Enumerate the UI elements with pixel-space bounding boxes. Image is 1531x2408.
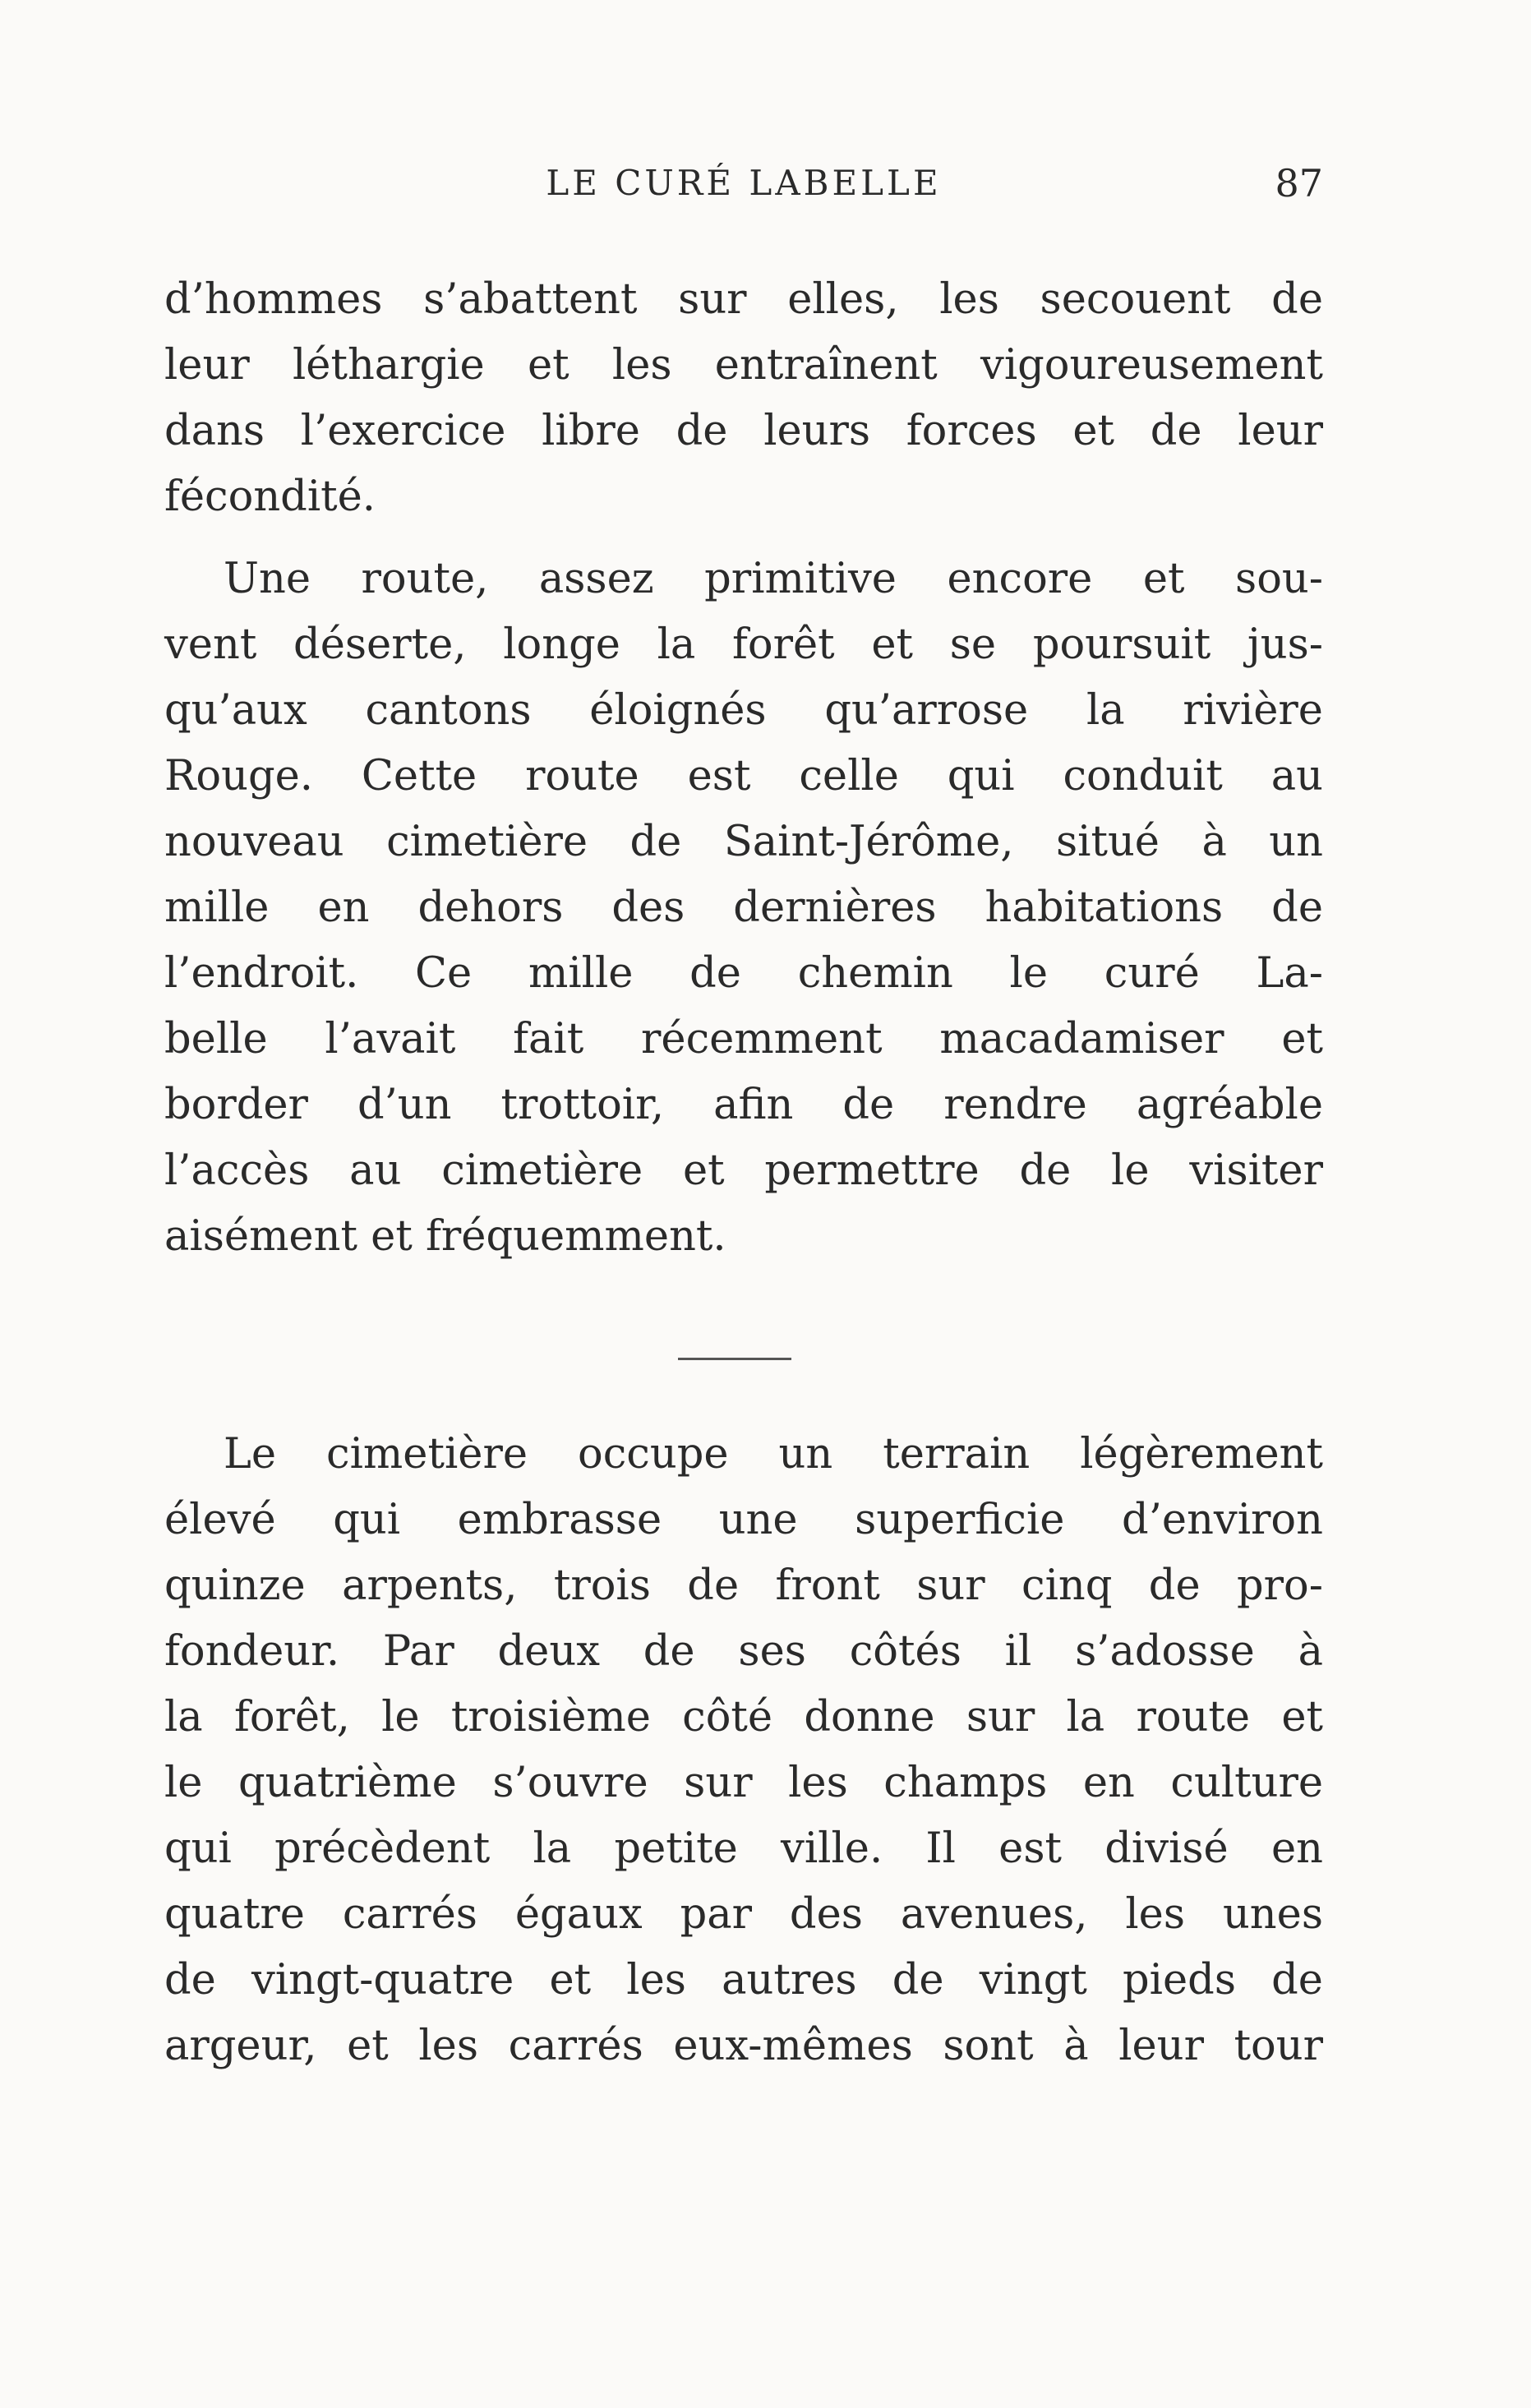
text-line: l’endroit. Ce mille de chemin le curé La- <box>164 949 1323 998</box>
text-line: leur léthargie et les entraînent vigoureusement <box>164 341 1323 390</box>
text-line: nouveau cimetière de Saint-Jérôme, situé à un <box>164 818 1323 866</box>
section-separator <box>678 1358 791 1360</box>
text-line: Une route, assez primitive encore et sou- <box>224 555 1323 603</box>
text-line: Le cimetière occupe un terrain légèrement <box>224 1430 1323 1478</box>
text-line: la forêt, le troisième côté donne sur la route et <box>164 1693 1323 1741</box>
page-number: 87 <box>1275 161 1323 205</box>
text-line: aisément et fréquemment. <box>164 1212 726 1261</box>
text-line: belle l’avait fait récemment macadamiser et <box>164 1015 1323 1063</box>
text-line: d’hommes s’abattent sur elles, les secouent de <box>164 275 1323 324</box>
text-line: qu’aux cantons éloignés qu’arrose la rivière <box>164 686 1323 735</box>
text-line: dans l’exercice libre de leurs forces et de leur <box>164 407 1323 455</box>
text-line: fécondité. <box>164 473 376 521</box>
text-line: mille en dehors des dernières habitations de <box>164 883 1323 932</box>
text-line: qui précèdent la petite ville. Il est divisé en <box>164 1824 1323 1873</box>
text-line: border d’un trottoir, afin de rendre agréable <box>164 1081 1323 1129</box>
text-line: élevé qui embrasse une superficie d’environ <box>164 1496 1323 1544</box>
text-line: vent déserte, longe la forêt et se poursuit jus- <box>164 620 1323 669</box>
running-title: LE CURÉ LABELLE <box>546 163 942 203</box>
text-line: le quatrième s’ouvre sur les champs en culture <box>164 1759 1323 1807</box>
text-line: l’accès au cimetière et permettre de le visiter <box>164 1146 1323 1195</box>
text-line: de vingt-quatre et les autres de vingt pieds de <box>164 1956 1323 2004</box>
text-line: fondeur. Par deux de ses côtés il s’adosse à <box>164 1627 1323 1676</box>
running-head <box>164 155 1323 212</box>
text-line: argeur, et les carrés eux-mêmes sont à leur tour <box>164 2022 1323 2070</box>
text-line: Rouge. Cette route est celle qui conduit au <box>164 752 1323 800</box>
text-line: quatre carrés égaux par des avenues, les unes <box>164 1890 1323 1939</box>
text-line: quinze arpents, trois de front sur cinq de pro- <box>164 1562 1323 1610</box>
